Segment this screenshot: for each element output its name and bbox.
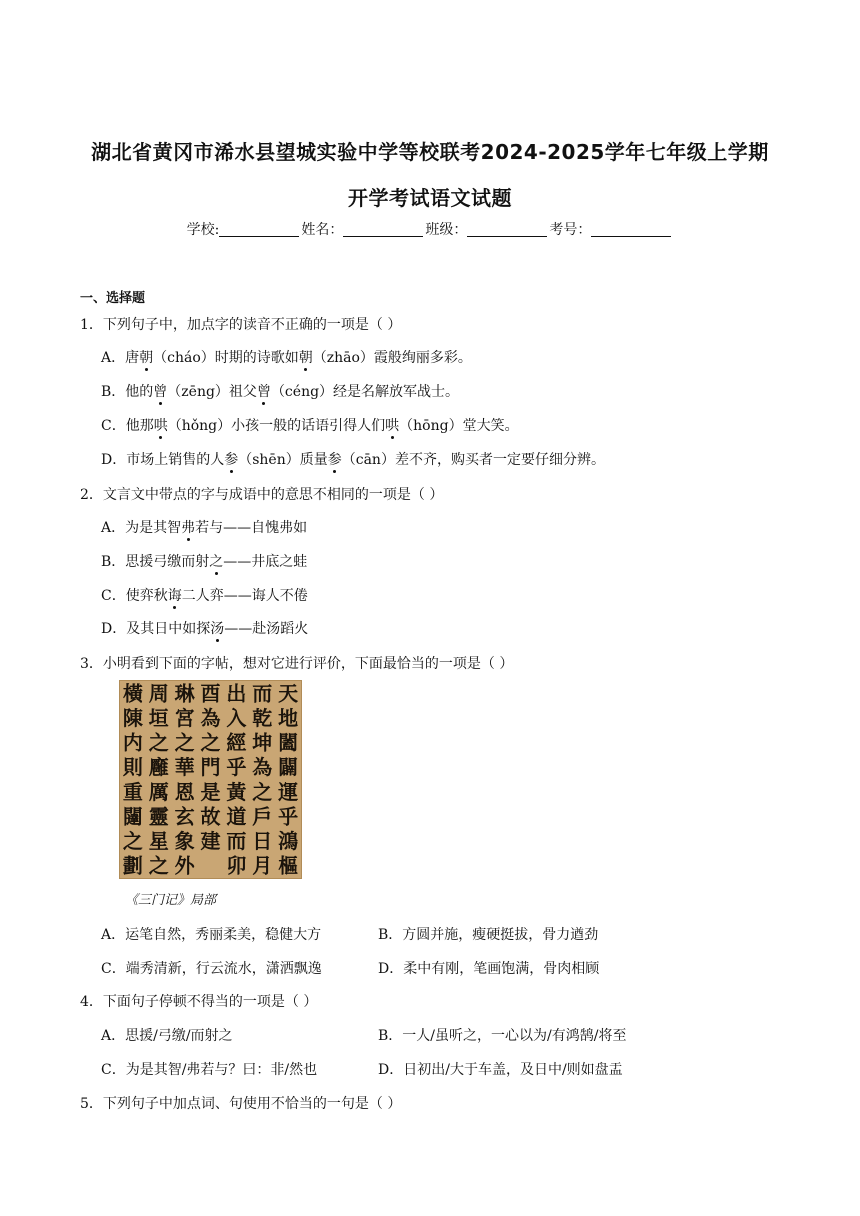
- question-4-option-c: C．为是其智/弗若与？曰：非/然也: [101, 1062, 318, 1078]
- question-4-option-b: B．一人/虽听之，一心以为/有鸿鹄/将至: [378, 1028, 627, 1044]
- calligraphy-char: 廱: [148, 755, 169, 780]
- question-1-option-b: [101, 381, 459, 401]
- option-text: ——赴汤蹈火: [224, 621, 309, 637]
- calligraphy-char: 而: [226, 829, 247, 854]
- calligraphy-char: 門: [200, 755, 221, 780]
- calligraphy-char: 而: [252, 681, 273, 706]
- calligraphy-char: 闔: [278, 730, 299, 755]
- calligraphy-caption: 《三门记》局部: [125, 893, 217, 908]
- question-3-option-b: B．方圆并施，瘦硬挺拔，骨力遒劲: [378, 927, 599, 943]
- calligraphy-char: 為: [252, 755, 273, 780]
- calligraphy-char: 則: [122, 755, 143, 780]
- option-text: D．及其日中如探: [101, 621, 211, 637]
- dotted-char: 之: [209, 554, 224, 570]
- option-text: （hōng）堂大笑。: [399, 418, 519, 434]
- calligraphy-char: 陳: [122, 705, 143, 730]
- question-2-option-d: [101, 618, 308, 638]
- option-text: （céng）经是名解放军战士。: [270, 384, 460, 400]
- question-3-option-c: C．端秀清新，行云流水，潇洒飘逸: [101, 961, 322, 977]
- number-blank: [591, 222, 671, 237]
- dotted-char: 参: [224, 452, 239, 468]
- calligraphy-char: 故: [200, 804, 221, 829]
- calligraphy-char: 酉: [200, 681, 221, 706]
- calligraphy-char: 卯: [226, 853, 247, 878]
- dotted-char: 汤: [210, 621, 225, 637]
- dotted-char: 弗: [181, 520, 196, 536]
- question-1-option-d: [101, 449, 605, 469]
- calligraphy-char: 之: [148, 853, 169, 878]
- calligraphy-char: 為: [200, 705, 221, 730]
- calligraphy-char: 鴻: [278, 829, 299, 854]
- class-label: 班级：: [425, 222, 468, 238]
- calligraphy-char: 靈: [148, 804, 169, 829]
- school-blank: [219, 222, 299, 237]
- calligraphy-char: 樞: [278, 853, 299, 878]
- calligraphy-char: 月: [252, 853, 273, 878]
- calligraphy-char: 之: [252, 779, 273, 804]
- option-text: C．他那: [101, 418, 154, 434]
- dotted-char: 朝: [298, 350, 313, 366]
- calligraphy-char: 是: [200, 779, 221, 804]
- question-2-stem: 2．文言文中带点的字与成语中的意思不相同的一项是（ ）: [80, 487, 444, 503]
- calligraphy-char: 劃: [122, 853, 143, 878]
- calligraphy-char: 出: [226, 681, 247, 706]
- calligraphy-char: 星: [148, 829, 169, 854]
- option-text: A．唐: [101, 350, 140, 366]
- calligraphy-char: 戶: [252, 804, 273, 829]
- calligraphy-char: 象: [174, 829, 195, 854]
- calligraphy-char: 玄: [174, 804, 195, 829]
- dotted-char: 哄: [153, 418, 168, 434]
- calligraphy-char: 外: [174, 853, 195, 878]
- calligraphy-char: 道: [226, 804, 247, 829]
- section-title: 一、选择题: [80, 291, 146, 306]
- question-3-option-d: D．柔中有刚，笔画饱满，骨肉相顾: [378, 961, 600, 977]
- question-1-option-c: [101, 415, 519, 435]
- number-label: 考号：: [549, 222, 592, 238]
- option-text: D．市场上销售的人: [101, 452, 225, 468]
- dotted-char: 曾: [153, 384, 168, 400]
- question-1-option-a: [101, 347, 472, 367]
- option-text: A．为是其智: [101, 520, 182, 536]
- calligraphy-char: 之: [200, 730, 221, 755]
- calligraphy-char: 闥: [122, 804, 143, 829]
- question-3-stem: 3．小明看到下面的字帖，想对它进行评价，下面最恰当的一项是（ ）: [80, 656, 514, 672]
- calligraphy-char: 乎: [278, 804, 299, 829]
- option-text: ——井底之蛙: [223, 554, 308, 570]
- dotted-char: 朝: [139, 350, 154, 366]
- calligraphy-char: 華: [174, 755, 195, 780]
- option-text: （shēn）质量: [238, 452, 328, 468]
- option-text: B．他的: [101, 384, 154, 400]
- exam-title-line2: 开学考试语文试题: [348, 186, 512, 210]
- calligraphy-char: 乎: [226, 755, 247, 780]
- calligraphy-char: 垣: [148, 705, 169, 730]
- option-text: （hǒng）小孩一般的话语引得人们: [167, 418, 386, 434]
- calligraphy-char: 天: [278, 681, 299, 706]
- calligraphy-char: 橫: [122, 681, 143, 706]
- class-blank: [467, 222, 547, 237]
- calligraphy-char: 運: [278, 779, 299, 804]
- question-4-stem: 4．下面句子停顿不得当的一项是（ ）: [80, 994, 318, 1010]
- exam-title-line1: 湖北省黄冈市浠水县望城实验中学等校联考2024-2025学年七年级上学期: [91, 140, 769, 164]
- question-2-option-c: [101, 585, 308, 605]
- calligraphy-char: 建: [200, 829, 221, 854]
- dotted-char: 哄: [385, 418, 400, 434]
- calligraphy-char: 重: [122, 779, 143, 804]
- calligraphy-char: 厲: [148, 779, 169, 804]
- calligraphy-char: 琳: [174, 681, 195, 706]
- option-text: 若与——自愧弗如: [195, 520, 308, 536]
- school-label: 学校:: [186, 222, 220, 238]
- calligraphy-image: [119, 680, 302, 879]
- calligraphy-char: 坤: [252, 730, 273, 755]
- option-text: （cháo）时期的诗歌如: [153, 350, 299, 366]
- question-4-option-a: A．思援/弓缴/而射之: [101, 1028, 233, 1044]
- question-4-option-d: D．日初出/大于车盖，及日中/则如盘盂: [378, 1062, 623, 1078]
- calligraphy-char: 恩: [174, 779, 195, 804]
- question-2-option-b: [101, 551, 307, 571]
- calligraphy-svg: [120, 681, 301, 878]
- option-text: （zhāo）霞般绚丽多彩。: [312, 350, 472, 366]
- option-text: B．思援弓缴而射: [101, 554, 210, 570]
- student-info-row: [0, 219, 860, 239]
- calligraphy-char: 之: [148, 730, 169, 755]
- question-2-option-a: [101, 517, 307, 537]
- option-text: （cān）差不齐，购买者一定要仔细分辨。: [341, 452, 605, 468]
- calligraphy-char: 闢: [278, 755, 299, 780]
- name-label: 姓名：: [301, 222, 344, 238]
- option-text: C．使弈秋: [101, 588, 168, 604]
- calligraphy-char: 入: [226, 705, 247, 730]
- calligraphy-char: 乾: [252, 705, 273, 730]
- calligraphy-char: 宮: [174, 705, 195, 730]
- calligraphy-char: 經: [226, 730, 247, 755]
- dotted-char: 曾: [256, 384, 271, 400]
- calligraphy-char: 之: [174, 730, 195, 755]
- name-blank: [343, 222, 423, 237]
- calligraphy-char: 地: [278, 705, 299, 730]
- calligraphy-char: 日: [252, 829, 273, 854]
- calligraphy-char: 内: [122, 730, 143, 755]
- question-5-stem: 5．下列句子中加点词、句使用不恰当的一句是（ ）: [80, 1096, 402, 1112]
- calligraphy-char: 之: [122, 829, 143, 854]
- option-text: （zēng）祖父: [167, 384, 257, 400]
- calligraphy-char: 黃: [226, 779, 247, 804]
- calligraphy-char: 周: [148, 681, 169, 706]
- question-3-option-a: A．运笔自然，秀丽柔美，稳健大方: [101, 927, 322, 943]
- option-text: 二人弈——诲人不倦: [181, 588, 308, 604]
- dotted-char: 参: [327, 452, 342, 468]
- question-1-stem: 1．下列句子中，加点字的读音不正确的一项是（ ）: [80, 317, 402, 333]
- dotted-char: 诲: [167, 588, 182, 604]
